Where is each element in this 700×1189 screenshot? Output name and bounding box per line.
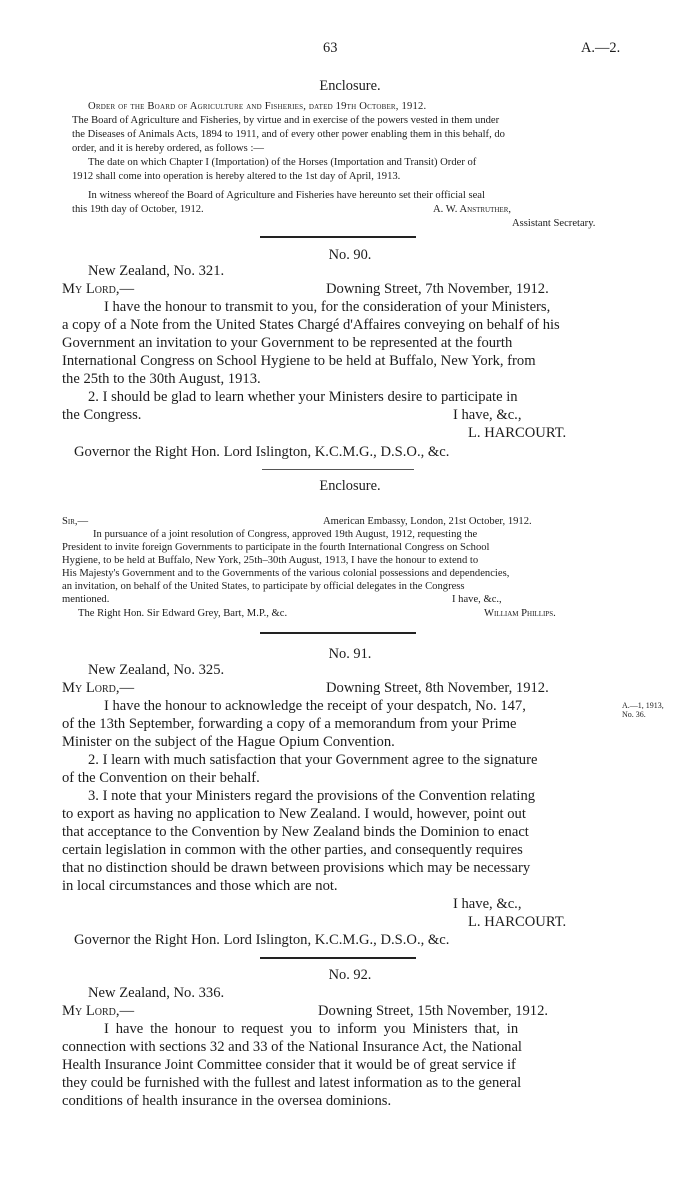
letter-closing: I have, &c., — [452, 594, 502, 605]
closing: I have, &c., — [453, 407, 522, 423]
body-line: conditions of health insurance in the oversea dominions. — [62, 1093, 392, 1109]
order-signatory: A. W. Anstruther, — [433, 204, 512, 215]
body-line: 2. I learn with much satisfaction that your Government agree to the signature — [88, 752, 538, 768]
enclosure-heading: Enclosure. — [319, 78, 381, 94]
body-line: 2. I should be glad to learn whether your Ministers desire to participate in — [88, 389, 518, 405]
order-para2-line1: The date on which Chapter I (Importation) of the Horses (Importation and Transit) Order of — [88, 157, 477, 168]
letter-line: In pursuance of a joint resolution of Congress, approved 19th August, 1912, requesting the — [93, 529, 478, 540]
body-line: Government an invitation to your Government to be represented at the fourth — [62, 335, 513, 351]
body-line: in local circumstances and those which are not. — [62, 878, 338, 894]
despatch-reference: New Zealand, No. 325. — [88, 662, 225, 678]
body-line: a copy of a Note from the United States Chargé d'Affaires conveying on behalf of his — [62, 317, 560, 333]
body-line: International Congress on School Hygiene to be held at Buffalo, New York, from — [62, 353, 536, 369]
thin-divider — [262, 469, 414, 470]
order-para2-line2: 1912 shall come into operation is hereby altered to the 1st day of April, 1913. — [72, 171, 401, 182]
body-line: the 25th to the 30th August, 1913. — [62, 371, 261, 387]
body-line: of the Convention on their behalf. — [62, 770, 260, 786]
addressee: Governor the Right Hon. Lord Islington, K.C.M.G., D.S.O., &c. — [74, 444, 450, 460]
section-divider — [260, 236, 416, 238]
letter-line: Hygiene, to be held at Buffalo, New York, 25th–30th August, 1913, I have the honour to extend to — [62, 555, 479, 566]
salutation: My Lord,— — [62, 680, 135, 696]
order-signatory-title: Assistant Secretary. — [512, 218, 596, 229]
body-line: Minister on the subject of the Hague Opium Convention. — [62, 734, 395, 750]
order-para1-line2: the Diseases of Animals Acts, 1894 to 1911, and of every other power enabling them in this behalf, do — [72, 129, 505, 140]
letter-addressee: The Right Hon. Sir Edward Grey, Bart, M.P., &c. — [78, 608, 288, 619]
despatch-reference: New Zealand, No. 321. — [88, 263, 225, 279]
order-para1-line1: The Board of Agriculture and Fisheries, by virtue and in exercise of the powers vested in them under — [72, 115, 500, 126]
body-line: certain legislation in common with the other parties, and consequently requires — [62, 842, 523, 858]
body-line: I have the honour to request you to inform you Ministers that, in — [104, 1021, 519, 1037]
despatch-number: No. 90. — [328, 247, 372, 263]
enclosure-heading: Enclosure. — [319, 478, 381, 494]
margin-reference: A.—1, 1913, — [622, 701, 664, 710]
body-line: Health Insurance Joint Committee consider that it would be of great service if — [62, 1057, 516, 1073]
closing: I have, &c., — [453, 896, 522, 912]
margin-reference: No. 36. — [622, 710, 646, 719]
despatch-number: No. 92. — [328, 967, 372, 983]
letter-signature: William Phillips. — [484, 608, 556, 619]
place-date: Downing Street, 15th November, 1912. — [318, 1003, 549, 1019]
signature: L. HARCOURT. — [468, 425, 567, 441]
addressee: Governor the Right Hon. Lord Islington, K.C.M.G., D.S.O., &c. — [74, 932, 450, 948]
body-line: connection with sections 32 and 33 of the National Insurance Act, the National — [62, 1039, 522, 1055]
body-line: that no distinction should be drawn between provisions which may be necessary — [62, 860, 531, 876]
letter-line: President to invite foreign Governments to participate in the fourth International Congress on School — [62, 542, 490, 553]
salutation: My Lord,— — [62, 1003, 135, 1019]
despatch-number: No. 91. — [328, 646, 372, 662]
body-line: the Congress. — [62, 407, 142, 423]
order-para1-line3: order, and it is hereby ordered, as follows :— — [72, 143, 264, 154]
body-line: that acceptance to the Convention by New Zealand binds the Dominion to enact — [62, 824, 529, 840]
letter-line: His Majesty's Government and to the Governments of the various colonial possessions and dependencies, — [62, 568, 510, 579]
place-date: Downing Street, 8th November, 1912. — [326, 680, 549, 696]
page-reference: A.—2. — [581, 40, 621, 56]
letter-salutation: Sir,— — [62, 516, 89, 527]
body-line: 3. I note that your Ministers regard the provisions of the Convention relating — [88, 788, 536, 804]
body-line: of the 13th September, forwarding a copy of a memorandum from your Prime — [62, 716, 517, 732]
letter-line: an invitation, on behalf of the United States, to participate by official delegates in the Congress — [62, 581, 465, 592]
order-title: Order of the Board of Agriculture and Fisheries, dated 19th October, 1912. — [88, 101, 427, 112]
body-line: to export as having no application to New Zealand. I would, however, point out — [62, 806, 526, 822]
section-divider — [260, 632, 416, 634]
order-para3-line1: In witness whereof the Board of Agriculture and Fisheries have hereunto set their official seal — [88, 190, 485, 201]
page-number: 63 — [323, 40, 338, 56]
letter-line: mentioned. — [62, 594, 110, 605]
signature: L. HARCOURT. — [468, 914, 567, 930]
section-divider — [260, 957, 416, 959]
salutation: My Lord,— — [62, 281, 135, 297]
despatch-reference: New Zealand, No. 336. — [88, 985, 225, 1001]
place-date: Downing Street, 7th November, 1912. — [326, 281, 549, 297]
body-line: I have the honour to transmit to you, for the consideration of your Ministers, — [104, 299, 551, 315]
body-line: they could be furnished with the fullest and latest information as to the general — [62, 1075, 522, 1091]
letter-place-date: American Embassy, London, 21st October, 1912. — [323, 516, 532, 527]
order-para3-date: this 19th day of October, 1912. — [72, 204, 204, 215]
body-line: I have the honour to acknowledge the receipt of your despatch, No. 147, — [104, 698, 526, 714]
